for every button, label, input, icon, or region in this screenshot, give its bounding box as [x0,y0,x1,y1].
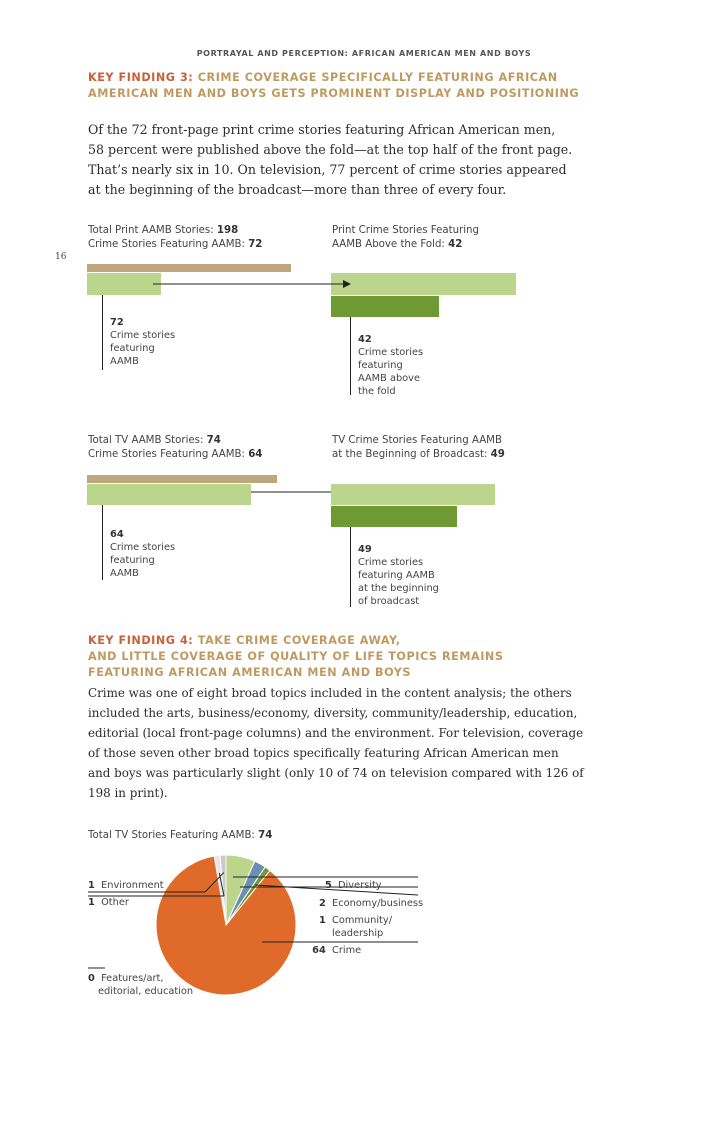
key-finding-4-label: KEY FINDING 4: [88,634,194,647]
paragraph-line: 58 percent were published above the fold—at the top half of the front page. [88,142,573,157]
print-above-fold-label: Print Crime Stories Featuring AAMB Above the Fold: 42 [332,225,479,250]
running-head: PORTRAYAL AND PERCEPTION: AFRICAN AMERICAN MEN AND BOYS [196,49,532,58]
key-finding-3-label: KEY FINDING 3: [88,71,194,84]
pie-title-value: 74 [258,830,273,841]
key-finding-4-title-line3: FEATURING AFRICAN AMERICAN MEN AND BOYS [88,666,412,679]
paragraph-line: Of the 72 front-page print crime stories featuring African American men, [88,122,556,137]
print-crime-value: 72 [248,239,263,250]
paragraph-line: 198 in print). [88,786,168,800]
print-callout-right: 42 Crime stories featuring AAMB above the fold [358,334,424,397]
paragraph-line: editorial (local front-page columns) and the environment. For television, coverage [88,726,584,740]
print-above-fold-value: 42 [448,239,463,250]
print-total-label: Total Print AAMB Stories: 198 Crime Stories Featuring AAMB: 72 [88,225,263,250]
tv-callout-line-left [102,505,103,580]
tv-beginning-bar [331,506,457,527]
pie-title: Total TV Stories Featuring AAMB: 74 [88,830,273,841]
tv-beginning-value: 49 [490,449,505,460]
key-finding-4-heading [88,633,503,681]
paragraph-line: Crime was one of eight broad topics included in the content analysis; the others [88,686,572,700]
paragraph-line: of those seven other broad topics specifically featuring African American men [88,746,559,760]
tv-crime-bar [87,484,251,505]
print-callout-left: 72 Crime stories featuring AAMB [110,317,176,367]
tv-crime-value: 64 [248,449,263,460]
legend-economy: 2 Economy/business [318,898,424,909]
paragraph-line: That’s nearly six in 10. On television, 77 percent of crime stories appeared [88,162,567,177]
tv-beginning-label: TV Crime Stories Featuring AAMB at the Beginning of Broadcast: 49 [332,435,505,460]
key-finding-3-title-line1: CRIME COVERAGE SPECIFICALLY FEATURING AFRICAN [193,71,558,84]
legend-other: 1 Other [88,897,129,908]
paragraph-line: and boys was particularly slight (only 10 of 74 on television compared with 126 of [88,766,584,780]
paragraph-line: at the beginning of the broadcast—more than three of every four. [88,182,507,197]
tv-callout-right: 49 Crime stories featuring AAMB at the beginning of broadcast [358,544,439,607]
tv-total-label: Total TV AAMB Stories: 74 Crime Stories Featuring AAMB: 64 [88,435,263,460]
tv-callout-line-right [350,527,351,607]
tv-total-value: 74 [206,435,221,446]
legend-features: 0 Features/art, editorial, education [88,973,194,997]
key-finding-4-title-line1: TAKE CRIME COVERAGE AWAY, [193,634,401,647]
paragraph-line: included the arts, business/economy, diversity, community/leadership, education, [88,706,578,720]
tv-crime-bar-copy [331,484,495,505]
key-finding-4-paragraph [88,683,584,803]
legend-crime: 64 Crime [312,945,362,956]
legend-diversity: 5 Diversity [324,880,382,891]
page-number: 16 [55,252,67,262]
print-total-value: 198 [216,225,239,236]
tv-callout-left: 64 Crime stories featuring AAMB [110,529,176,579]
print-callout-line-left [102,295,103,370]
key-finding-3-title-line2: AMERICAN MEN AND BOYS GETS PROMINENT DISPLAY AND POSITIONING [88,87,580,100]
legend-environment: 1 Environment [88,880,164,891]
print-callout-line-right [350,317,351,395]
legend-community: 1 Community/ leadership [318,915,393,939]
key-finding-4-title-line2: AND LITTLE COVERAGE OF QUALITY OF LIFE TOPICS REMAINS [88,650,504,663]
tv-total-bar [87,475,277,483]
